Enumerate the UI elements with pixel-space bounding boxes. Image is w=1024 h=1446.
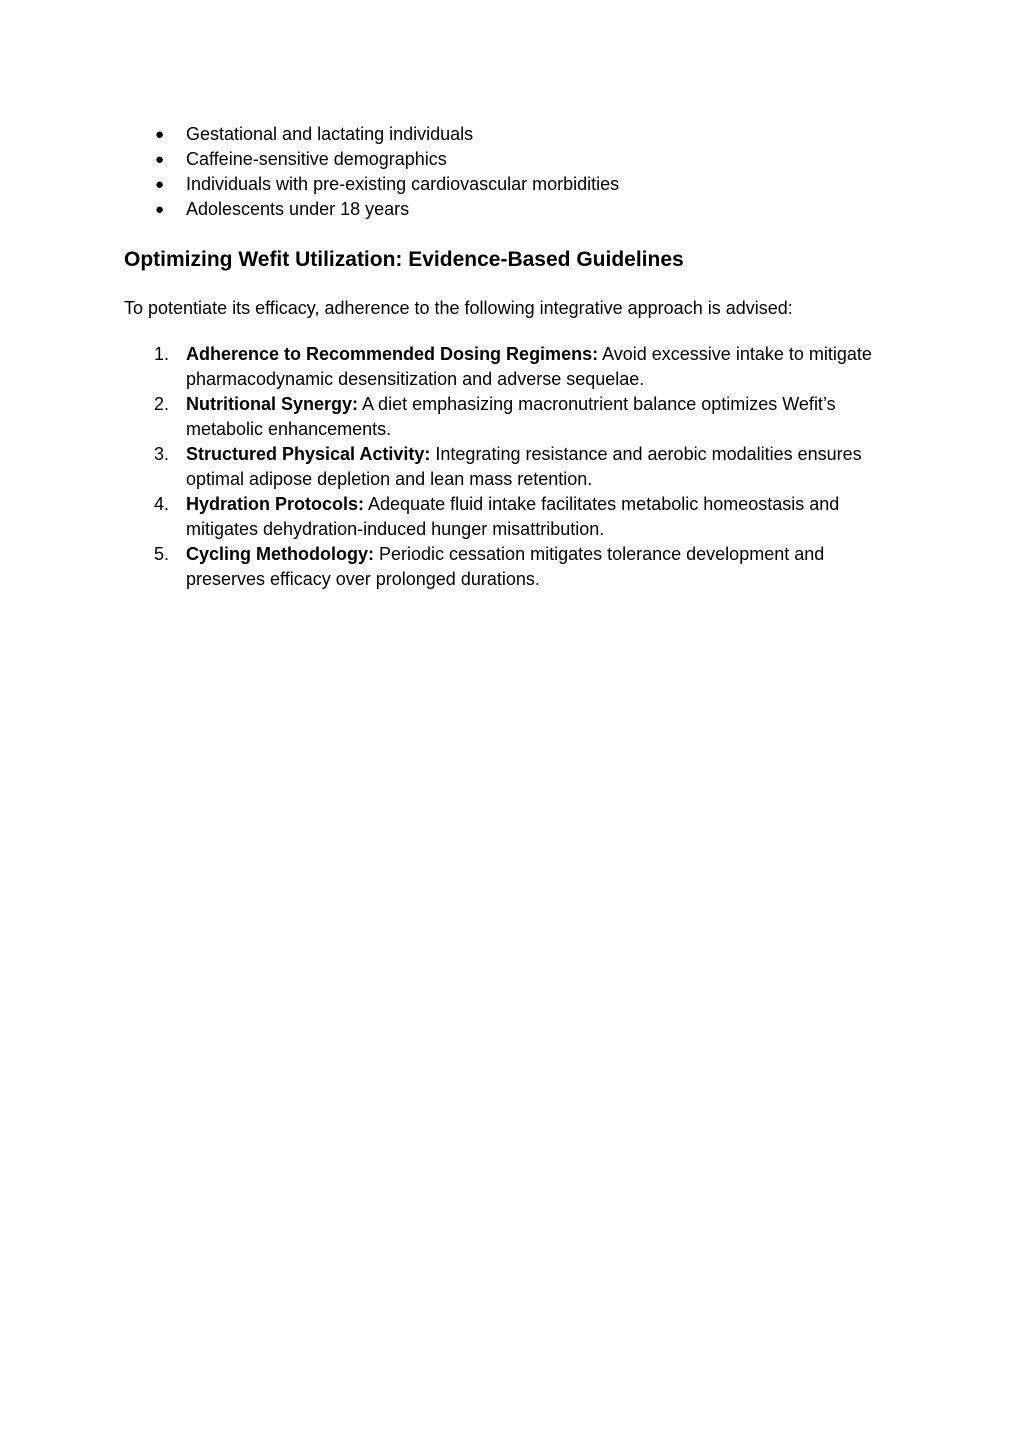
- guideline-title: Adherence to Recommended Dosing Regimens:: [186, 344, 599, 364]
- list-item-text: Gestational and lactating individuals: [186, 124, 474, 144]
- item-number: 5.: [154, 544, 170, 564]
- guideline-text: Integrating resistance and aerobic modalities ensures optimal adipose depletion and lean mass retention.: [186, 444, 862, 489]
- list-item-text: Adolescents under 18 years: [186, 199, 410, 219]
- list-item-text: Caffeine-sensitive demographics: [186, 149, 447, 169]
- guideline-title: Nutritional Synergy:: [186, 394, 359, 414]
- list-item: [124, 122, 619, 147]
- item-number: 4.: [154, 494, 170, 514]
- bullet-icon: ●: [155, 176, 165, 193]
- section-intro: To potentiate its efficacy, adherence to the following integrative approach is advised:: [124, 298, 793, 318]
- guideline-item: [124, 492, 904, 542]
- guideline-title: Hydration Protocols:: [186, 494, 365, 514]
- section-heading: Optimizing Wefit Utilization: Evidence-Based Guidelines: [124, 248, 684, 271]
- guideline-text: A diet emphasizing macronutrient balance optimizes Wefit’s metabolic enhancements.: [186, 394, 836, 439]
- guideline-item: [124, 342, 904, 392]
- guideline-title: Structured Physical Activity:: [186, 444, 431, 464]
- list-item: [124, 147, 619, 172]
- contraindication-list: [124, 122, 619, 222]
- guideline-list: [124, 342, 904, 592]
- guideline-item: [124, 392, 904, 442]
- guideline-title: Cycling Methodology:: [186, 544, 374, 564]
- item-number: 1.: [154, 344, 170, 364]
- bullet-icon: ●: [155, 151, 165, 168]
- guideline-text: Periodic cessation mitigates tolerance development and preserves efficacy over prolonged durations.: [186, 544, 825, 589]
- bullet-icon: ●: [155, 201, 165, 218]
- list-item: [124, 197, 619, 222]
- list-item-text: Individuals with pre-existing cardiovascular morbidities: [186, 174, 620, 194]
- list-item: [124, 172, 619, 197]
- guideline-item: [124, 442, 904, 492]
- item-number: 2.: [154, 394, 170, 414]
- guideline-text: Avoid excessive intake to mitigate pharmacodynamic desensitization and adverse sequelae.: [186, 344, 872, 389]
- bullet-icon: ●: [155, 126, 165, 143]
- guideline-item: [124, 542, 904, 592]
- guideline-text: Adequate fluid intake facilitates metabolic homeostasis and mitigates dehydration-induced hunger misattribution.: [186, 494, 840, 539]
- item-number: 3.: [154, 444, 170, 464]
